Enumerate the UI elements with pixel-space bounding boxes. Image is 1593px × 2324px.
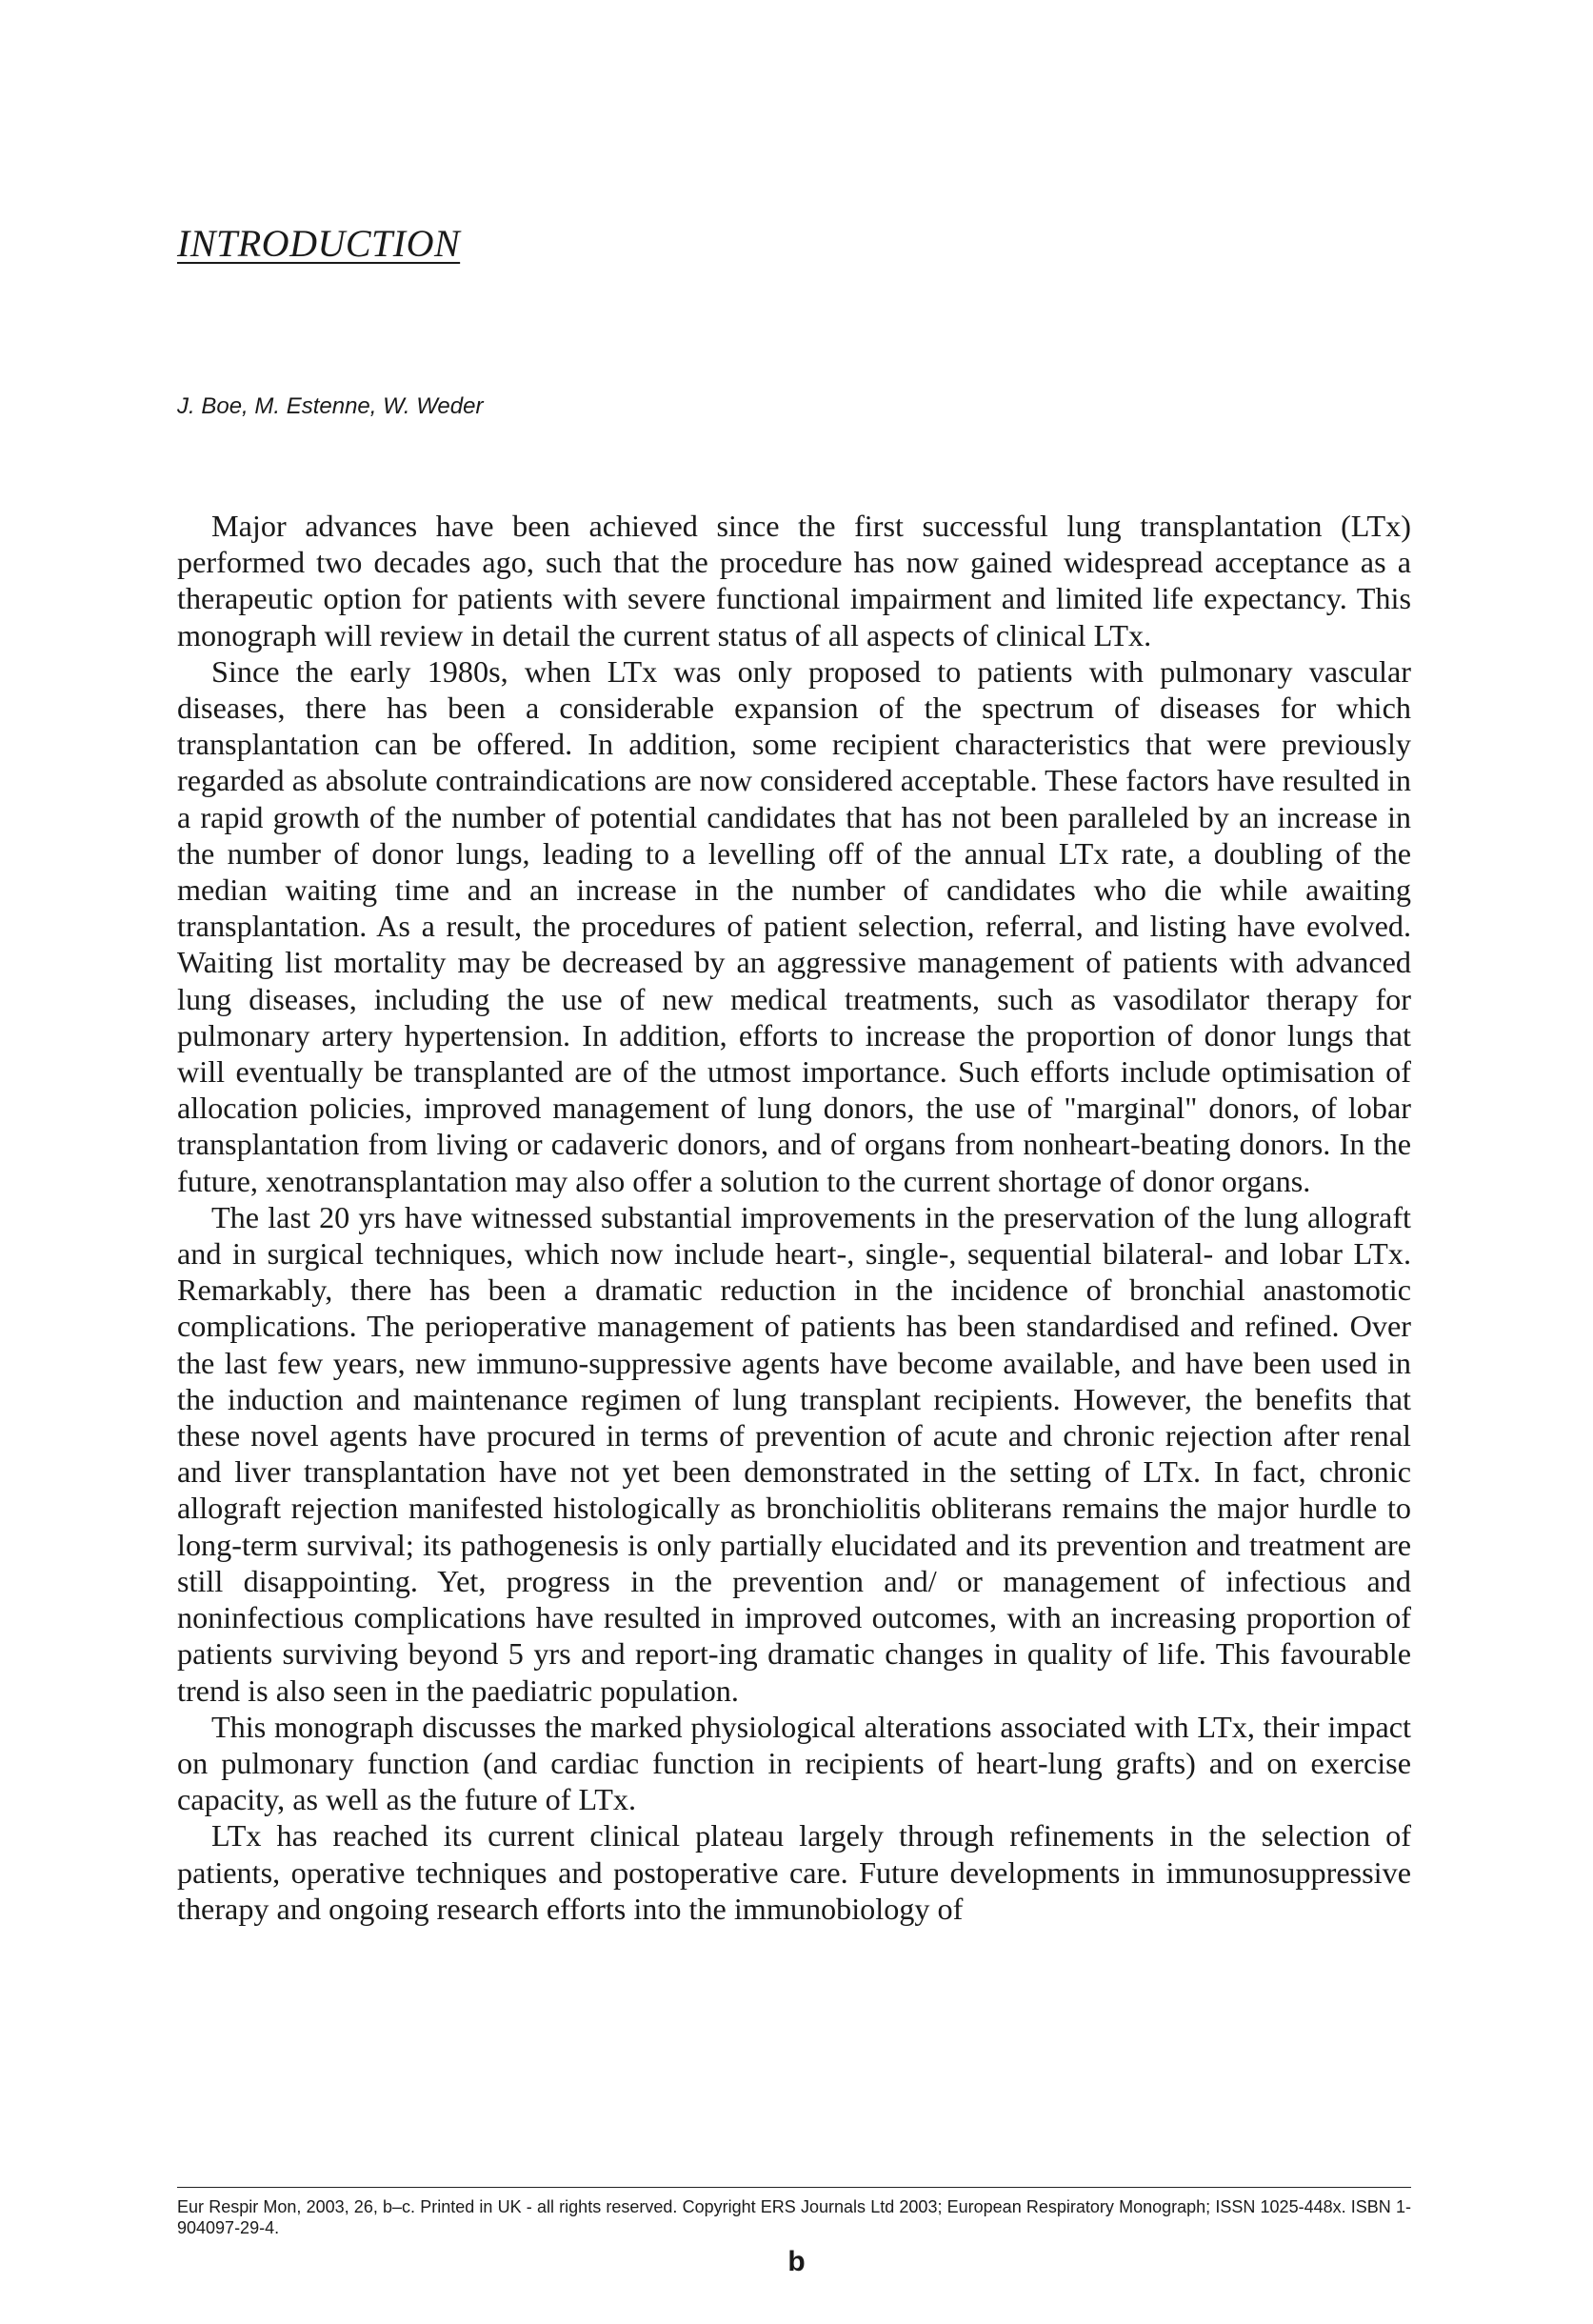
page-number: b (787, 2246, 806, 2277)
paragraph: Major advances have been achieved since the first successful lung transplantation (LTx) performed two decades ago, such that the procedure has now gained widespread acceptance as a therapeutic option for patients with severe functional impairment and limited life expectancy. This monograph will review in detail the current status of all aspects of clinical LTx. (177, 509, 1411, 652)
footer-citation: Eur Respir Mon, 2003, 26, b–c. Printed in UK - all rights reserved. Copyright ERS Journals Ltd 2003; European Respiratory Monograph; ISSN 1025-448x. ISBN 1-904097-29-4. (177, 2197, 1411, 2237)
author-list: J. Boe, M. Estenne, W. Weder (177, 393, 484, 419)
paragraph: This monograph discusses the marked physiological alterations associated with LTx, their impact on pulmonary function (and cardiac function in recipients of heart-lung grafts) and on exercise capacity, as well as the future of LTx. (177, 1709, 1411, 1817)
paragraph: Since the early 1980s, when LTx was only proposed to patients with pulmonary vascular diseases, there has been a considerable expansion of the spectrum of diseases for which transplantation can be offered. In addition, some recipient characteristics that were previously regarded as absolute contraindications are now considered acceptable. These factors have resulted in a rapid growth of the number of potential candidates that has not been paralleled by an increase in the number of donor lungs, leading to a levelling off of the annual LTx rate, a doubling of the median waiting time and an increase in the number of candidates who die while awaiting transplantation. As a result, the procedures of patient selection, referral, and listing have evolved. Waiting list mortality may be decreased by an aggressive management of patients with advanced lung diseases, including the use of new medical treatments, such as vasodilator therapy for pulmonary artery hypertension. In addition, efforts to increase the proportion of donor lungs that will eventually be transplanted are of the utmost importance. Such efforts include optimisation of allocation policies, improved management of lung donors, the use of "marginal" donors, of lobar transplantation from living or cadaveric donors, and of organs from nonheart-beating donors. In the future, xenotransplantation may also offer a solution to the current shortage of donor organs. (177, 653, 1411, 1198)
footer-divider (177, 2187, 1411, 2188)
body-text (177, 508, 1411, 1927)
paragraph: The last 20 yrs have witnessed substantial improvements in the preservation of the lung allograft and in surgical techniques, which now include heart-, single-, sequential bilateral- and lobar LTx. Remarkably, there has been a dramatic reduction in the incidence of bronchial anastomotic complications. The perioperative management of patients has been standardised and refined. Over the last few years, new immuno-suppressive agents have become available, and have been used in the induction and maintenance regimen of lung transplant recipients. However, the benefits that these novel agents have procured in terms of prevention of acute and chronic rejection after renal and liver transplantation have not yet been demonstrated in the setting of LTx. In fact, chronic allograft rejection manifested histologically as bronchiolitis obliterans remains the major hurdle to long-term survival; its pathogenesis is only partially elucidated and its prevention and treatment are still disappointing. Yet, progress in the prevention and/ or management of infectious and noninfectious complications have resulted in improved outcomes, with an increasing proportion of patients surviving beyond 5 yrs and report-ing dramatic changes in quality of life. This favourable trend is also seen in the paediatric population. (177, 1199, 1411, 1708)
page-title: INTRODUCTION (177, 222, 461, 265)
paragraph: LTx has reached its current clinical plateau largely through refinements in the selection of patients, operative techniques and postoperative care. Future developments in immunosuppressive therapy and ongoing research efforts into the immunobiology of (177, 1818, 1411, 1926)
